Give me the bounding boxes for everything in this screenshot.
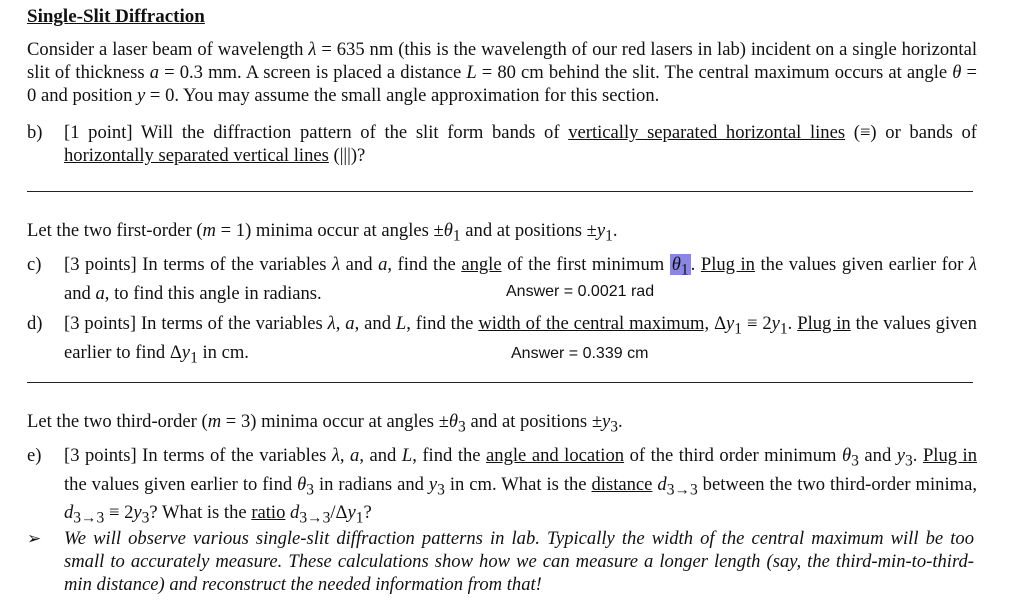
question-label: d)	[27, 313, 43, 334]
question-b-text: [1 point] Will the diffraction pattern of the slit form bands of vertically separated horizontal lines (≡) or bands of horizontally separated vertical lines (|||)?	[64, 122, 977, 166]
question-e	[27, 444, 977, 530]
divider	[27, 191, 973, 192]
question-label: b)	[27, 122, 43, 143]
question-b	[27, 121, 977, 167]
arrow-bullet-icon: ➢	[27, 529, 42, 548]
question-c-text: [3 points] In terms of the variables λ and a, find the angle of the first minimum $\theta_1$ . Plug in the values given earlier for λ and a, to find this angle in radians.	[64, 254, 977, 304]
question-c	[27, 253, 977, 305]
question-d-text: [3 points] In terms of the variables λ, a, and L, find the width of the central maximum, $\Delta y_1 \equiv 2y_1$. Plug in the values given earlier to find $\Delta y_1$ in cm.	[64, 313, 977, 367]
intro-paragraph: Consider a laser beam of wavelength λ = 635 nm (this is the wavelength of our red lasers in lab) incident on a single horizontal slit of thickness a = 0.3 mm. A screen is placed a distance L = 80 cm behind the slit. The central maximum occurs at angle θ = 0 and position y = 0. You may assume the small angle approximation for this section.	[27, 39, 978, 106]
highlighted-theta1: $\theta_1$	[671, 254, 689, 279]
divider	[27, 382, 973, 383]
closing-note: We will observe various single-slit diffraction patterns in lab. Typically the width of the central maximum will be too small to accurately measure. These calculations show how we can measure a longer length (say, the third-min-to-third-min distance) and reconstruct the needed information from that!	[64, 528, 974, 595]
answer-c: Answer = 0.0021 rad	[506, 283, 655, 300]
question-d	[27, 312, 977, 369]
section-title: Single-Slit Diffraction	[27, 6, 205, 27]
question-label: c)	[27, 254, 42, 275]
question-e-text: [3 points] In terms of the variables λ, a, and L, find the angle and location of the third order minimum $\theta_3$ and $y_3$. Plug in the values given earlier to find $\theta_3$ in radians and $y_3$ in cm. What is the distance $d_{3\to 3}$ between the two third-order minima, $d_{3\to 3} \equiv 2y_3$? What is the ratio $d_{3\to 3}/\Delta y_1$?	[64, 445, 978, 528]
first-order-intro: Let the two first-order (m = 1) minima occur at angles $\pm\theta_1$ and at positions $\pm y_1$.	[27, 220, 618, 245]
question-label: e)	[27, 445, 42, 466]
answer-d: Answer = 0.339 cm	[511, 345, 649, 362]
third-order-intro: Let the two third-order (m = 3) minima occur at angles $\pm\theta_3$ and at positions $\pm y_3$.	[27, 411, 623, 436]
